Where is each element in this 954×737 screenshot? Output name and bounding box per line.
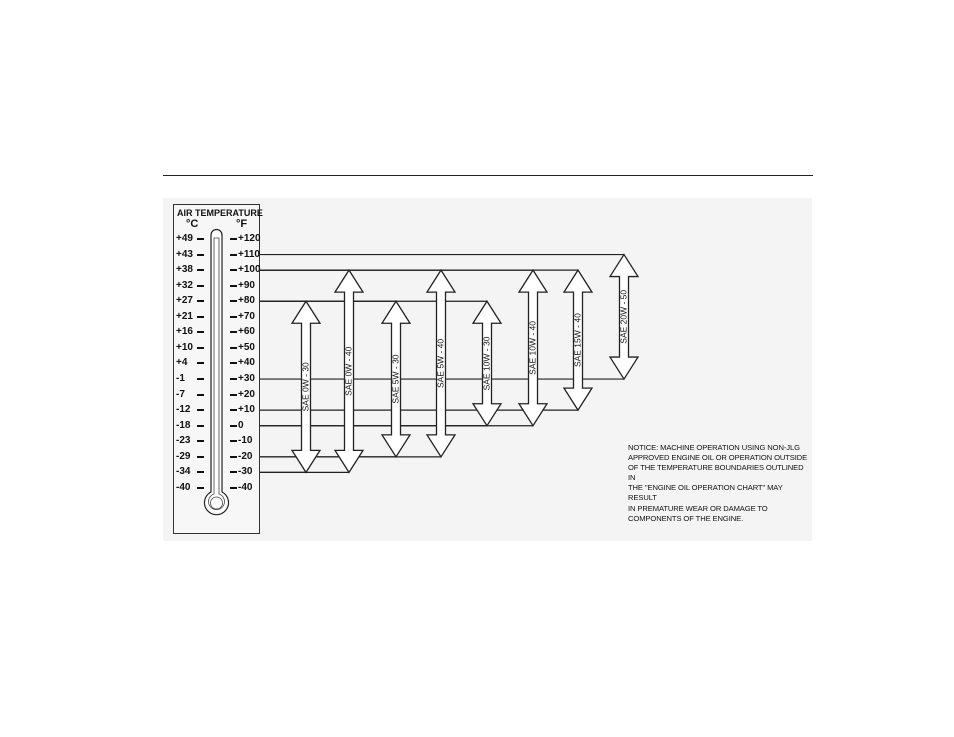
fahrenheit-tick-label: 0 [238, 419, 244, 431]
celsius-tick-label: -12 [176, 404, 191, 416]
fahrenheit-tick-label: -20 [238, 450, 253, 462]
fahrenheit-tick-label: +100 [238, 264, 261, 276]
oil-grade-label: SAE 0W - 40 [343, 346, 354, 396]
celsius-tick-label: -40 [176, 481, 191, 493]
celsius-unit: °C [186, 218, 199, 230]
celsius-tick-label: +49 [176, 233, 193, 244]
oil-grade-label: SAE 5W - 30 [390, 354, 401, 404]
fahrenheit-tick-label: +90 [238, 279, 255, 291]
oil-grade-label: SAE 5W - 40 [435, 338, 446, 389]
oil-grade-label: SAE 20W - 50 [618, 289, 629, 344]
celsius-tick-label: +38 [176, 264, 193, 276]
fahrenheit-tick-label: -10 [238, 435, 253, 447]
fahrenheit-tick-label: +110 [238, 248, 260, 260]
oil-grade-arrows [292, 255, 638, 473]
oil-grade-label: SAE 0W - 30 [300, 362, 311, 412]
celsius-tick-label: -18 [176, 419, 191, 431]
celsius-tick-label: +10 [176, 341, 193, 353]
oil-grade-label: SAE 10W - 40 [527, 320, 538, 375]
air-temperature-title: AIR TEMPERATURE [177, 208, 263, 218]
celsius-tick-label: +4 [176, 357, 188, 369]
celsius-tick-label: +43 [176, 248, 193, 260]
celsius-tick-label: -23 [176, 435, 191, 447]
celsius-tick-label: -29 [176, 450, 191, 462]
fahrenheit-tick-label: +10 [238, 404, 255, 416]
fahrenheit-tick-label: -30 [238, 466, 253, 478]
celsius-tick-label: +27 [176, 295, 193, 307]
notice-text: NOTICE: MACHINE OPERATION USING NON-JLG APPROVED ENGINE OIL OR OPERATION OUTSIDE OF THE TEMPERATURE BOUNDARIES OUTLINED IN THE "ENGINE OIL OPERATION CHART" MAY RESULT IN PREMATURE WEAR OR DAMAGE TO COMPONENTS OF THE ENGINE. [628, 443, 808, 523]
fahrenheit-tick-label: -40 [238, 481, 253, 493]
fahrenheit-tick-label: +60 [238, 326, 255, 338]
celsius-tick-label: -1 [176, 373, 185, 385]
oil-grade-label: SAE 15W - 40 [572, 313, 583, 368]
celsius-tick-label: -7 [176, 388, 185, 400]
celsius-tick-label: +32 [176, 279, 193, 291]
celsius-tick-label: -34 [176, 466, 191, 478]
fahrenheit-tick-label: +120 [238, 233, 261, 244]
fahrenheit-tick-label: +30 [238, 373, 255, 385]
celsius-tick-label: +16 [176, 326, 193, 338]
celsius-tick-label: +21 [176, 310, 193, 322]
fahrenheit-tick-label: +40 [238, 357, 255, 369]
fahrenheit-tick-label: +70 [238, 310, 255, 322]
oil-grade-label: SAE 10W - 30 [481, 336, 492, 391]
fahrenheit-tick-label: +50 [238, 341, 255, 353]
thermometer-tube-icon [205, 230, 229, 515]
fahrenheit-tick-label: +80 [238, 295, 255, 307]
fahrenheit-unit: °F [236, 218, 248, 230]
fahrenheit-tick-label: +20 [238, 388, 255, 400]
